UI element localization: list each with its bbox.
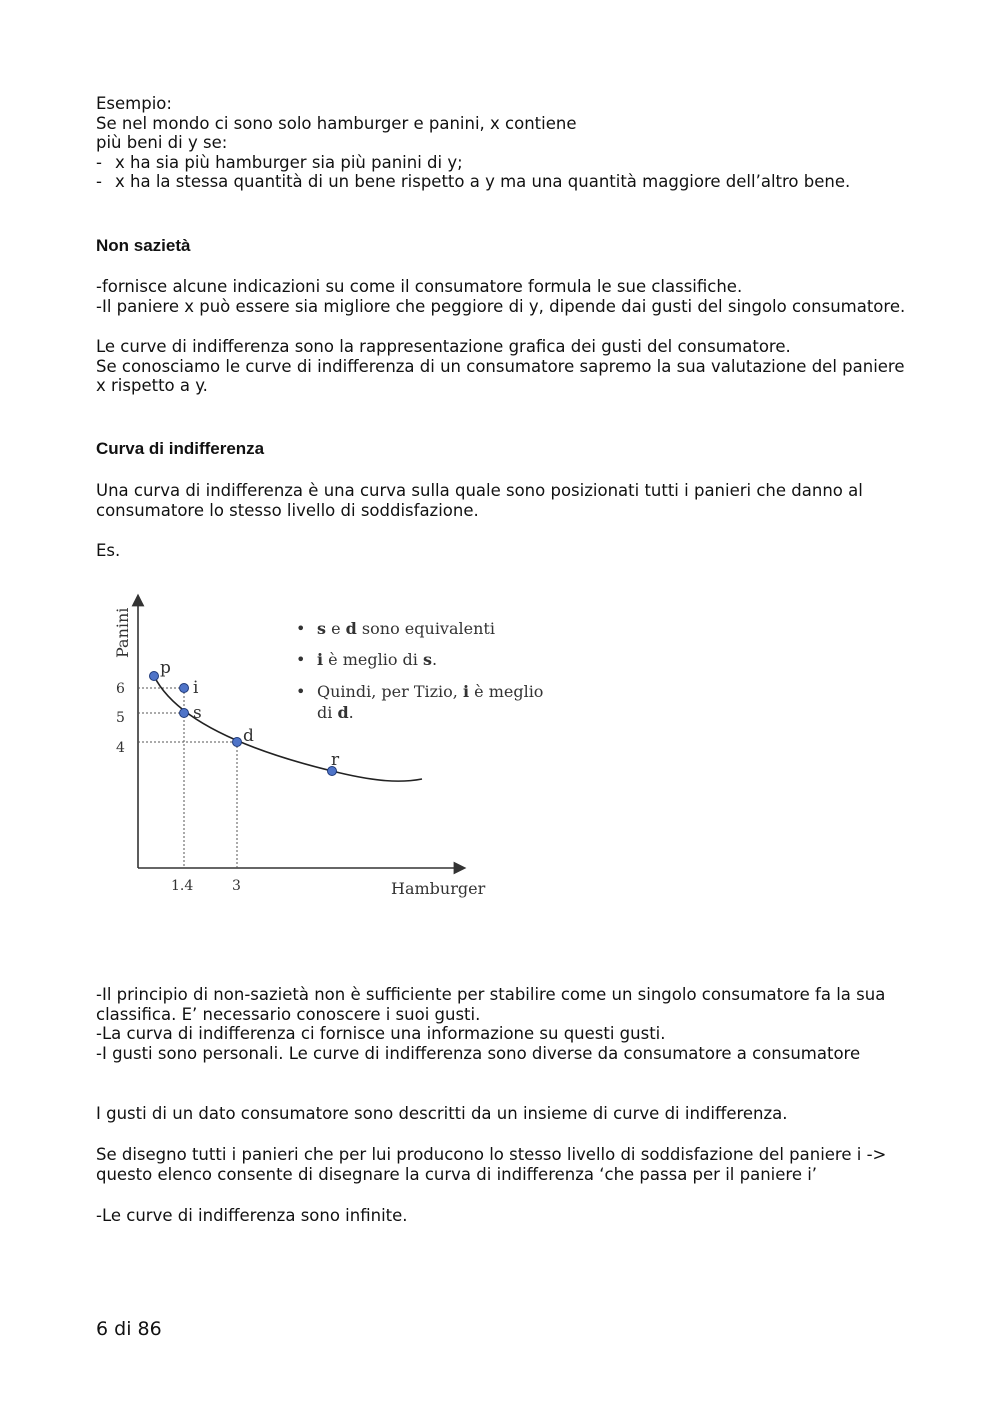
point-s [180,709,189,718]
section1-para [96,337,916,396]
x-axis-label: Hamburger [391,879,486,898]
y-tick-label: 5 [116,710,125,726]
paragraph [96,1145,916,1184]
note-2: i è meglio di s. [317,650,438,669]
text-line: -La curva di indifferenza ci fornisce una informazione su questi gusti. [96,1024,666,1043]
note-bullet: • [296,650,306,669]
point-label: d [243,726,254,746]
text-line: -Il paniere x può essere sia migliore che peggiore di y, dipende dai gusti del singolo consumatore. [96,296,906,316]
text-line: Se conosciamo le curve di indifferenza di un consumatore sapremo la sua valutazione del paniere [96,356,905,376]
point-label: r [331,750,340,770]
note-3: Quindi, per Tizio, i è meglio [317,682,544,701]
text-line: classifica. E’ necessario conoscere i suoi gusti. [96,1004,481,1024]
note-bullet: • [296,682,306,701]
bullet-item [96,172,916,192]
indifference-curve-figure [96,590,566,910]
point-label: s [193,703,202,723]
paragraph: I gusti di un dato consumatore sono descritti da un insieme di curve di indifferenza. [96,1104,788,1123]
note-1: s e d sono equivalenti [317,619,495,638]
bullet-item [96,153,916,173]
bullet-text: x ha la stessa quantità di un bene rispetto a y ma una quantità maggiore dell’altro bene. [115,172,851,191]
x-tick-label: 3 [232,878,241,894]
point-label: i [193,678,199,698]
text-line: -fornisce alcune indicazioni su come il consumatore formula le sue classifiche. [96,277,743,296]
point-i [180,684,189,693]
point-p [150,672,159,681]
x-tick-label: 1.4 [171,878,194,894]
intro-label: Esempio: [96,94,172,113]
point-d [233,738,242,747]
bullet-text: x ha sia più hamburger sia più panini di y; [115,152,463,172]
page-number: 6 di 86 [96,1318,162,1340]
intro-line: Se nel mondo ci sono solo hamburger e panini, x contiene [96,113,577,133]
section3-lines [96,985,916,1063]
section-heading: Non sazietà [96,236,191,255]
definition [96,481,916,520]
paragraph: -Le curve di indifferenza sono infinite. [96,1206,408,1225]
points [150,672,337,776]
intro-block [96,94,916,192]
dash-icon: - [96,172,102,191]
example-label: Es. [96,541,121,560]
dash-icon: - [96,152,102,172]
y-tick-label: 4 [116,740,125,756]
intro-line: più beni di y se: [96,133,228,152]
text-line: -Il principio di non-sazietà non è sufficiente per stabilire come un singolo consumatore fa la sua [96,985,886,1004]
point-label: p [160,658,171,678]
note-bullet: • [296,619,306,638]
text-line: Se disegno tutti i panieri che per lui producono lo stesso livello di soddisfazione del paniere i -> [96,1145,887,1164]
section1-lines [96,277,916,316]
text-line: consumatore lo stesso livello di soddisfazione. [96,500,479,520]
section-heading: Curva di indifferenza [96,439,265,458]
note-3-cont: di d. [317,703,354,722]
text-line: questo elenco consente di disegnare la curva di indifferenza ‘che passa per il paniere i’ [96,1164,818,1184]
text-line: -I gusti sono personali. Le curve di indifferenza sono diverse da consumatore a consumatore [96,1043,861,1063]
text-line: x rispetto a y. [96,376,208,395]
y-tick-label: 6 [116,681,125,697]
text-line: Una curva di indifferenza è una curva sulla quale sono posizionati tutti i panieri che danno al [96,481,863,500]
y-axis-label: Panini [113,607,132,658]
text-line: Le curve di indifferenza sono la rappresentazione grafica dei gusti del consumatore. [96,337,791,356]
